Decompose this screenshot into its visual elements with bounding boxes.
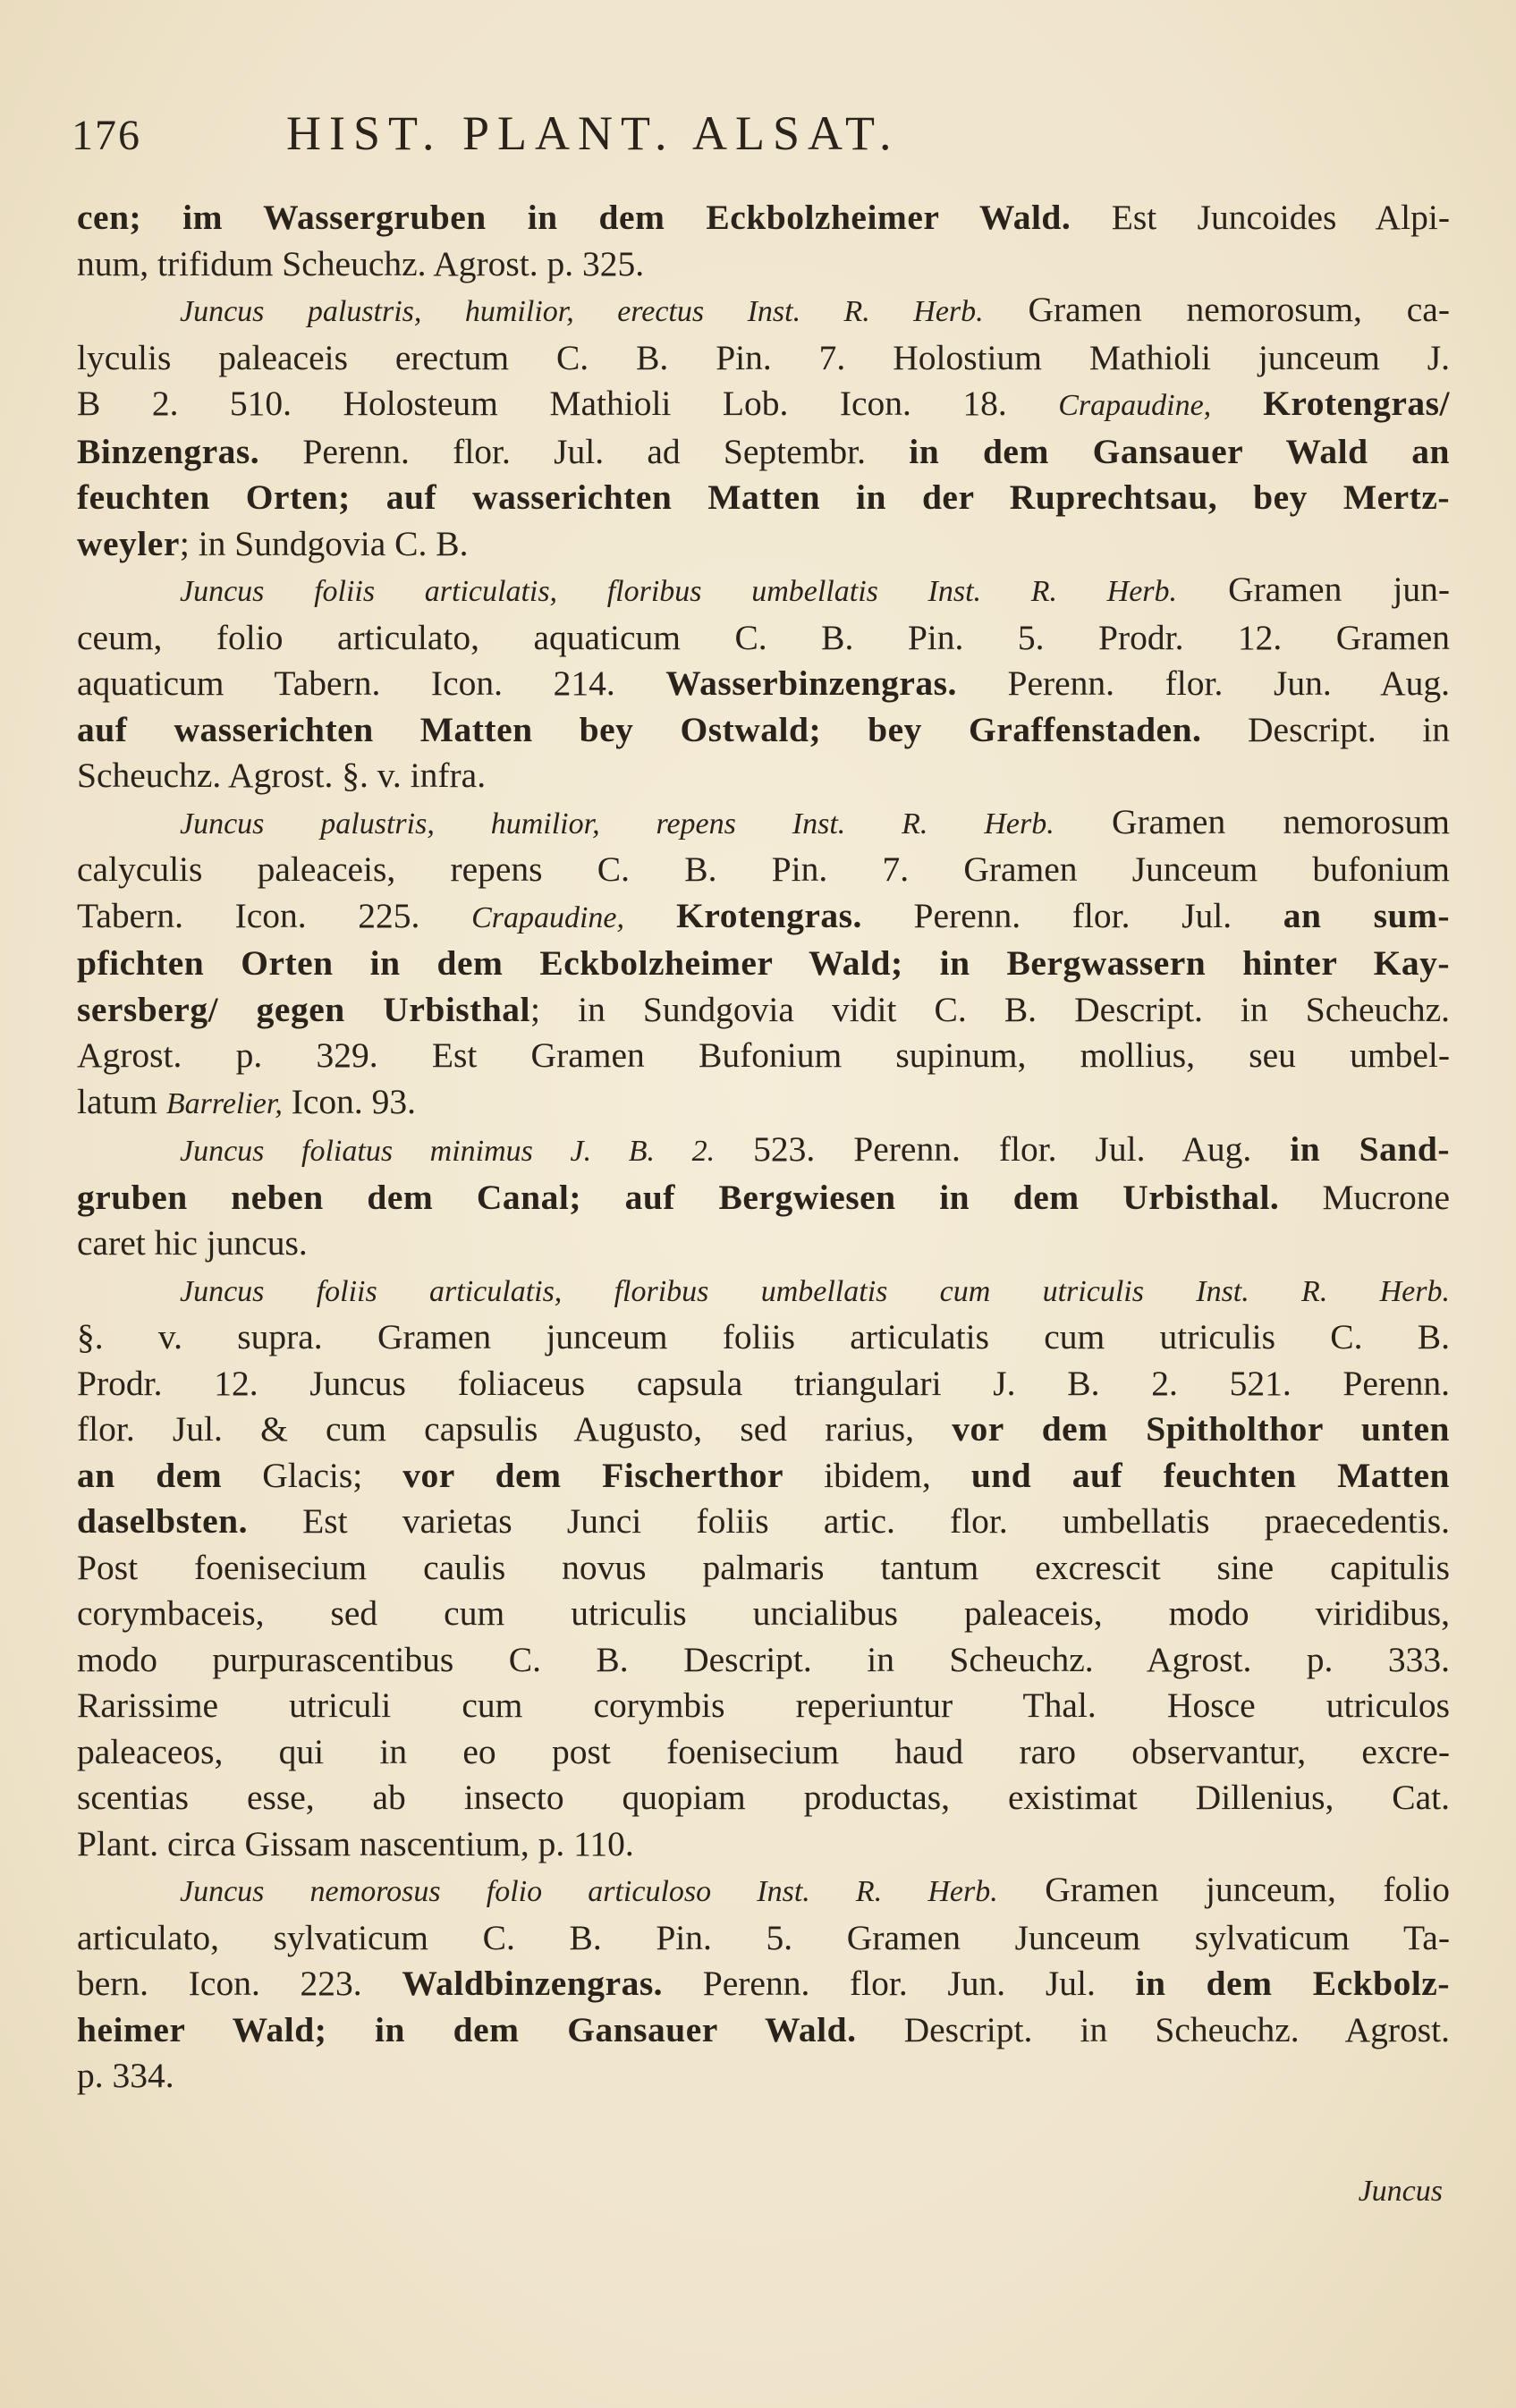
fraktur-segment: daselbsten.: [77, 1501, 248, 1541]
fraktur-segment: in dem Gansauer Wald an: [909, 431, 1450, 471]
text-line: [77, 2007, 1450, 2054]
text-line: [77, 567, 1450, 615]
roman-segment: ; in Sundgovia C. B.: [179, 523, 469, 563]
roman-segment: articulato, sylvaticum C. B. Pin. 5. Gramen Junceum sylvaticum Ta-: [77, 1917, 1450, 1957]
text-line: [77, 941, 1450, 987]
fraktur-segment: auf wasserichten Matten bey Ostwald; bey Graffenstaden.: [77, 709, 1202, 749]
text-line: [77, 195, 1450, 241]
text-line: [77, 1591, 1450, 1637]
roman-segment: Perenn. flor. Jun. Aug.: [956, 663, 1450, 703]
roman-segment: Scheuchz. Agrost. §. v. infra.: [77, 756, 487, 795]
body-text: [77, 195, 1450, 2100]
roman-segment: Descript. in: [1201, 709, 1450, 749]
roman-segment: Gramen nemorosum, ca-: [983, 290, 1450, 329]
roman-segment: Plant. circa Gissam nascentium, p. 110.: [77, 1823, 634, 1863]
text-line: [77, 287, 1450, 335]
running-head: [72, 106, 1109, 161]
text-line: [77, 381, 1450, 429]
roman-segment: modo purpurascentibus C. B. Descript. in Scheuchz. Agrost. p. 333.: [77, 1639, 1450, 1679]
text-line: [77, 1033, 1450, 1079]
italic-segment: Juncus foliis articulatis, floribus umbellatis cum utriculis Inst. R. Herb.: [180, 1274, 1450, 1308]
italic-segment: Barrelier,: [165, 1086, 283, 1120]
fraktur-segment: vor dem Spitholthor unten: [952, 1409, 1450, 1449]
text-line: [77, 241, 1450, 288]
text-line: [77, 1453, 1450, 1500]
text-line: [77, 2053, 1450, 2100]
roman-segment: Perenn. flor. Jul. ad Septembr.: [259, 431, 910, 471]
fraktur-segment: in Sand-: [1290, 1129, 1450, 1169]
fraktur-segment: vor dem Fischerthor: [402, 1455, 784, 1495]
roman-segment: Post foenisecium caulis novus palmaris tantum excrescit sine capitulis: [77, 1547, 1450, 1587]
text-line: [77, 615, 1450, 662]
roman-segment: Icon. 93.: [282, 1081, 417, 1121]
roman-segment: bern. Icon. 223.: [77, 1964, 402, 2003]
text-line: [77, 521, 1450, 568]
text-line: [77, 1314, 1450, 1361]
roman-segment: Perenn. flor. Jul.: [861, 895, 1283, 935]
text-line: [77, 1079, 1450, 1128]
roman-segment: Agrost. p. 329. Est Gramen Bufonium supinum, mollius, seu umbel-: [77, 1035, 1450, 1075]
italic-segment: Juncus palustris, humilior, erectus Inst. R. Herb.: [180, 295, 984, 328]
text-line: [77, 335, 1450, 382]
text-line: [77, 987, 1450, 1034]
text-line: [77, 1175, 1450, 1221]
roman-segment: corymbaceis, sed cum utriculis uncialibus paleaceis, modo viridibus,: [77, 1593, 1450, 1633]
roman-segment: Est varietas Junci foliis artic. flor. umbellatis praecedentis.: [247, 1501, 1450, 1541]
fraktur-segment: feuchten Orten; auf wasserichten Matten in der Ruprechtsau, bey Mertz-: [77, 477, 1450, 517]
text-line: [77, 661, 1450, 707]
text-line: [77, 1637, 1450, 1684]
text-line: [77, 1267, 1450, 1315]
fraktur-segment: weyler: [77, 523, 180, 563]
roman-segment: Mucrone: [1279, 1177, 1450, 1217]
roman-segment: ibidem,: [783, 1455, 971, 1495]
text-line: [77, 707, 1450, 754]
catchword: Juncus: [1358, 2175, 1443, 2208]
roman-segment: B 2. 510. Holosteum Mathioli Lob. Icon. 18.: [77, 384, 1059, 423]
text-line: [77, 1361, 1450, 1407]
fraktur-segment: sersberg/ gegen Urbisthal: [77, 989, 531, 1029]
roman-segment: Gramen jun-: [1177, 570, 1450, 609]
fraktur-segment: an dem: [77, 1455, 223, 1495]
text-line: [77, 893, 1450, 942]
text-line: [77, 1775, 1450, 1821]
roman-segment: scentias esse, ab insecto quopiam productas, existimat Dillenius, Cat.: [77, 1778, 1450, 1817]
italic-segment: Crapaudine,: [1058, 389, 1212, 422]
text-line: [77, 1729, 1450, 1776]
roman-segment: §. v. supra. Gramen junceum foliis articulatis cum utriculis C. B.: [77, 1317, 1450, 1356]
page-number: 176: [72, 112, 141, 159]
text-line: [77, 1683, 1450, 1729]
italic-segment: Juncus foliis articulatis, floribus umbellatis Inst. R. Herb.: [180, 575, 1178, 608]
roman-segment: Gramen nemorosum: [1054, 801, 1450, 841]
roman-segment: Glacis;: [222, 1455, 403, 1495]
fraktur-segment: und auf feuchten Matten: [970, 1455, 1450, 1495]
fraktur-segment: heimer Wald; in dem Gansauer Wald.: [77, 2009, 857, 2049]
text-line: [77, 1407, 1450, 1453]
text-line: [77, 1499, 1450, 1545]
fraktur-segment: Krotengras/: [1211, 384, 1450, 423]
fraktur-segment: in dem Eckbolz-: [1135, 1964, 1450, 2003]
text-line: [77, 1221, 1450, 1267]
roman-segment: Descript. in Scheuchz. Agrost.: [856, 2009, 1450, 2049]
fraktur-segment: gruben neben dem Canal; auf Bergwiesen in dem Urbisthal.: [77, 1177, 1280, 1217]
roman-segment: Tabern. Icon. 225.: [77, 895, 472, 935]
fraktur-segment: Wasserbinzengras.: [665, 663, 957, 703]
text-line: [77, 1867, 1450, 1915]
text-line: [77, 1961, 1450, 2007]
fraktur-segment: Krotengras.: [624, 895, 862, 935]
text-line: [77, 799, 1450, 848]
roman-segment: Perenn. flor. Jun. Jul.: [663, 1964, 1136, 2003]
roman-segment: caret hic juncus.: [77, 1223, 308, 1263]
roman-segment: 523. Perenn. flor. Jul. Aug.: [715, 1129, 1291, 1169]
roman-segment: Gramen junceum, folio: [997, 1870, 1450, 1909]
running-title: HIST. PLANT. ALSAT.: [286, 106, 900, 160]
text-line: [77, 847, 1450, 893]
roman-segment: num, trifidum Scheuchz. Agrost. p. 325.: [77, 243, 645, 283]
roman-segment: Est Juncoides Alpi-: [1071, 198, 1450, 237]
text-line: [77, 475, 1450, 521]
roman-segment: Rarissime utriculi cum corymbis reperiuntur Thal. Hosce utriculos: [77, 1686, 1450, 1725]
roman-segment: latum: [77, 1081, 166, 1121]
fraktur-segment: an sum-: [1283, 895, 1450, 935]
italic-segment: Juncus palustris, humilior, repens Inst. R. Herb.: [180, 807, 1054, 841]
text-line: [77, 429, 1450, 476]
roman-segment: ceum, folio articulato, aquaticum C. B. Pin. 5. Prodr. 12. Gramen: [77, 617, 1450, 657]
text-line: [77, 1127, 1450, 1175]
roman-segment: Prodr. 12. Juncus foliaceus capsula triangulari J. B. 2. 521. Perenn.: [77, 1363, 1450, 1403]
fraktur-segment: Binzengras.: [77, 431, 260, 471]
text-line: [77, 1545, 1450, 1592]
roman-segment: p. 334.: [77, 2056, 174, 2095]
roman-segment: aquaticum Tabern. Icon. 214.: [77, 663, 666, 703]
roman-segment: flor. Jul. & cum capsulis Augusto, sed rarius,: [77, 1409, 953, 1449]
text-line: [77, 753, 1450, 799]
fraktur-segment: pfichten Orten in dem Eckbolzheimer Wald; in Bergwassern hinter Kay-: [77, 943, 1450, 983]
roman-segment: ; in Sundgovia vidit C. B. Descript. in Scheuchz.: [530, 989, 1450, 1029]
text-line: [77, 1915, 1450, 1962]
italic-segment: Crapaudine,: [471, 900, 625, 934]
roman-segment: paleaceos, qui in eo post foenisecium haud raro observantur, excre-: [77, 1731, 1450, 1771]
text-line: [77, 1821, 1450, 1868]
italic-segment: Juncus foliatus minimus J. B. 2.: [180, 1135, 716, 1168]
fraktur-segment: cen; im Wassergruben in dem Eckbolzheimer Wald.: [77, 198, 1071, 237]
fraktur-segment: Waldbinzengras.: [402, 1964, 664, 2003]
roman-segment: calyculis paleaceis, repens C. B. Pin. 7. Gramen Junceum bufonium: [77, 849, 1450, 889]
italic-segment: Juncus nemorosus folio articuloso Inst. R. Herb.: [180, 1875, 998, 1908]
roman-segment: lyculis paleaceis erectum C. B. Pin. 7. Holostium Mathioli junceum J.: [77, 337, 1450, 377]
